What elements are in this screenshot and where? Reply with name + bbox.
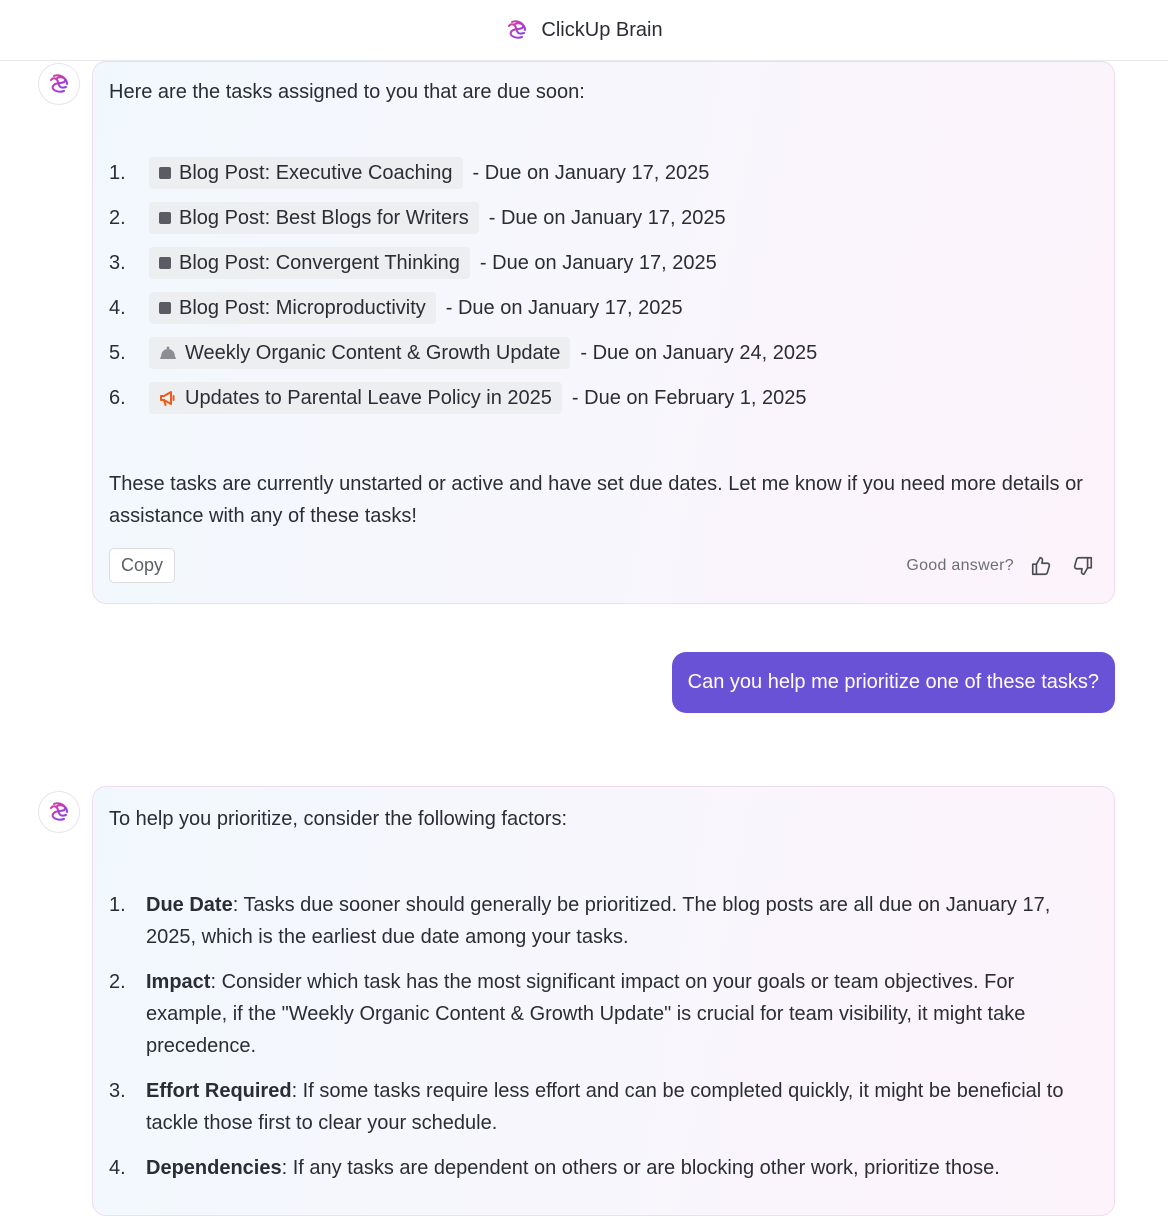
factor-list xyxy=(109,889,1098,1184)
square-icon xyxy=(159,302,171,314)
brain-avatar xyxy=(38,63,80,105)
factor-list-item xyxy=(109,966,1098,1062)
clickup-brain-avatar-icon xyxy=(47,800,71,824)
task-chip[interactable] xyxy=(149,337,570,369)
factor-list-item xyxy=(109,889,1098,953)
factor-description: : Consider which task has the most significant impact on your goals or team objectives. For example, if the "Weekly Organic Content & Growth Update" is crucial for team visibility, it might take precedence. xyxy=(146,971,1026,1057)
factor-description: : Tasks due sooner should generally be prioritized. The blog posts are all due on January 17, 2025, which is the earliest due date among your tasks. xyxy=(146,894,1051,948)
feedback-group xyxy=(906,550,1098,582)
square-icon xyxy=(159,167,171,179)
factor-text xyxy=(146,1075,1096,1139)
list-number: 1. xyxy=(109,894,126,916)
list-number: 3. xyxy=(109,1080,126,1102)
task-list-item xyxy=(109,195,1098,240)
factor-text xyxy=(146,1152,1096,1184)
copy-button[interactable]: Copy xyxy=(109,548,175,583)
task-due-date: - Due on January 17, 2025 xyxy=(488,206,726,229)
task-due-date: - Due on January 24, 2025 xyxy=(580,341,818,364)
chat-header xyxy=(0,0,1168,61)
factor-text xyxy=(146,966,1096,1062)
clickup-brain-avatar-icon xyxy=(47,72,71,96)
task-list-item xyxy=(109,285,1098,330)
task-chip[interactable] xyxy=(149,292,436,324)
factor-title: Impact xyxy=(146,971,211,993)
bell-icon xyxy=(159,345,177,361)
square-icon xyxy=(159,257,171,269)
task-chip[interactable] xyxy=(149,202,479,234)
brain-avatar xyxy=(38,791,80,833)
list-number: 4. xyxy=(109,1157,126,1179)
task-list-item xyxy=(109,330,1098,375)
message-actions xyxy=(109,548,1098,583)
factor-title: Dependencies xyxy=(146,1157,282,1179)
message-intro: Here are the tasks assigned to you that are due soon: xyxy=(109,81,585,103)
factor-description: : If some tasks require less effort and can be completed quickly, it might be beneficial to tackle those first to clear your schedule. xyxy=(146,1080,1064,1134)
header-title: ClickUp Brain xyxy=(541,18,663,41)
task-chip[interactable] xyxy=(149,157,463,189)
task-chip[interactable] xyxy=(149,247,470,279)
task-name: Weekly Organic Content & Growth Update xyxy=(185,341,561,364)
task-name: Blog Post: Executive Coaching xyxy=(179,161,453,184)
list-number: 6. xyxy=(109,386,126,409)
list-number: 2. xyxy=(109,206,126,229)
thumbs-up-icon[interactable] xyxy=(1026,551,1056,581)
factor-list-item xyxy=(109,1075,1098,1139)
task-due-date: - Due on January 17, 2025 xyxy=(479,251,717,274)
factor-title: Due Date xyxy=(146,894,233,916)
assistant-message-2 xyxy=(92,786,1115,1216)
task-chip[interactable] xyxy=(149,382,562,414)
list-number: 5. xyxy=(109,341,126,364)
task-name: Updates to Parental Leave Policy in 2025 xyxy=(185,386,552,409)
message-outro: These tasks are currently unstarted or active and have set due dates. Let me know if you need more details or assistance with any of these tasks! xyxy=(109,473,1083,527)
task-name: Blog Post: Best Blogs for Writers xyxy=(179,206,469,229)
message-intro: To help you prioritize, consider the following factors: xyxy=(109,808,568,830)
factor-description: : If any tasks are dependent on others or are blocking other work, prioritize those. xyxy=(281,1157,1000,1179)
square-icon xyxy=(159,212,171,224)
list-number: 2. xyxy=(109,971,126,993)
task-list-item xyxy=(109,240,1098,285)
list-number: 3. xyxy=(109,251,126,274)
user-message: Can you help me prioritize one of these tasks? xyxy=(672,652,1115,713)
factor-text xyxy=(146,889,1096,953)
task-list-item xyxy=(109,150,1098,195)
thumbs-down-icon[interactable] xyxy=(1068,551,1098,581)
megaphone-icon xyxy=(159,389,177,407)
task-due-date: - Due on February 1, 2025 xyxy=(571,386,807,409)
task-name: Blog Post: Convergent Thinking xyxy=(179,251,460,274)
task-name: Blog Post: Microproductivity xyxy=(179,296,426,319)
list-number: 1. xyxy=(109,161,126,184)
task-due-date: - Due on January 17, 2025 xyxy=(472,161,710,184)
task-list-item xyxy=(109,375,1098,420)
assistant-message-1 xyxy=(92,61,1115,604)
feedback-label: Good answer? xyxy=(906,556,1014,574)
factor-title: Effort Required xyxy=(146,1080,292,1102)
task-list xyxy=(109,150,1098,420)
clickup-brain-logo-icon xyxy=(505,18,529,42)
task-due-date: - Due on January 17, 2025 xyxy=(445,296,683,319)
list-number: 4. xyxy=(109,296,126,319)
factor-list-item xyxy=(109,1152,1098,1184)
